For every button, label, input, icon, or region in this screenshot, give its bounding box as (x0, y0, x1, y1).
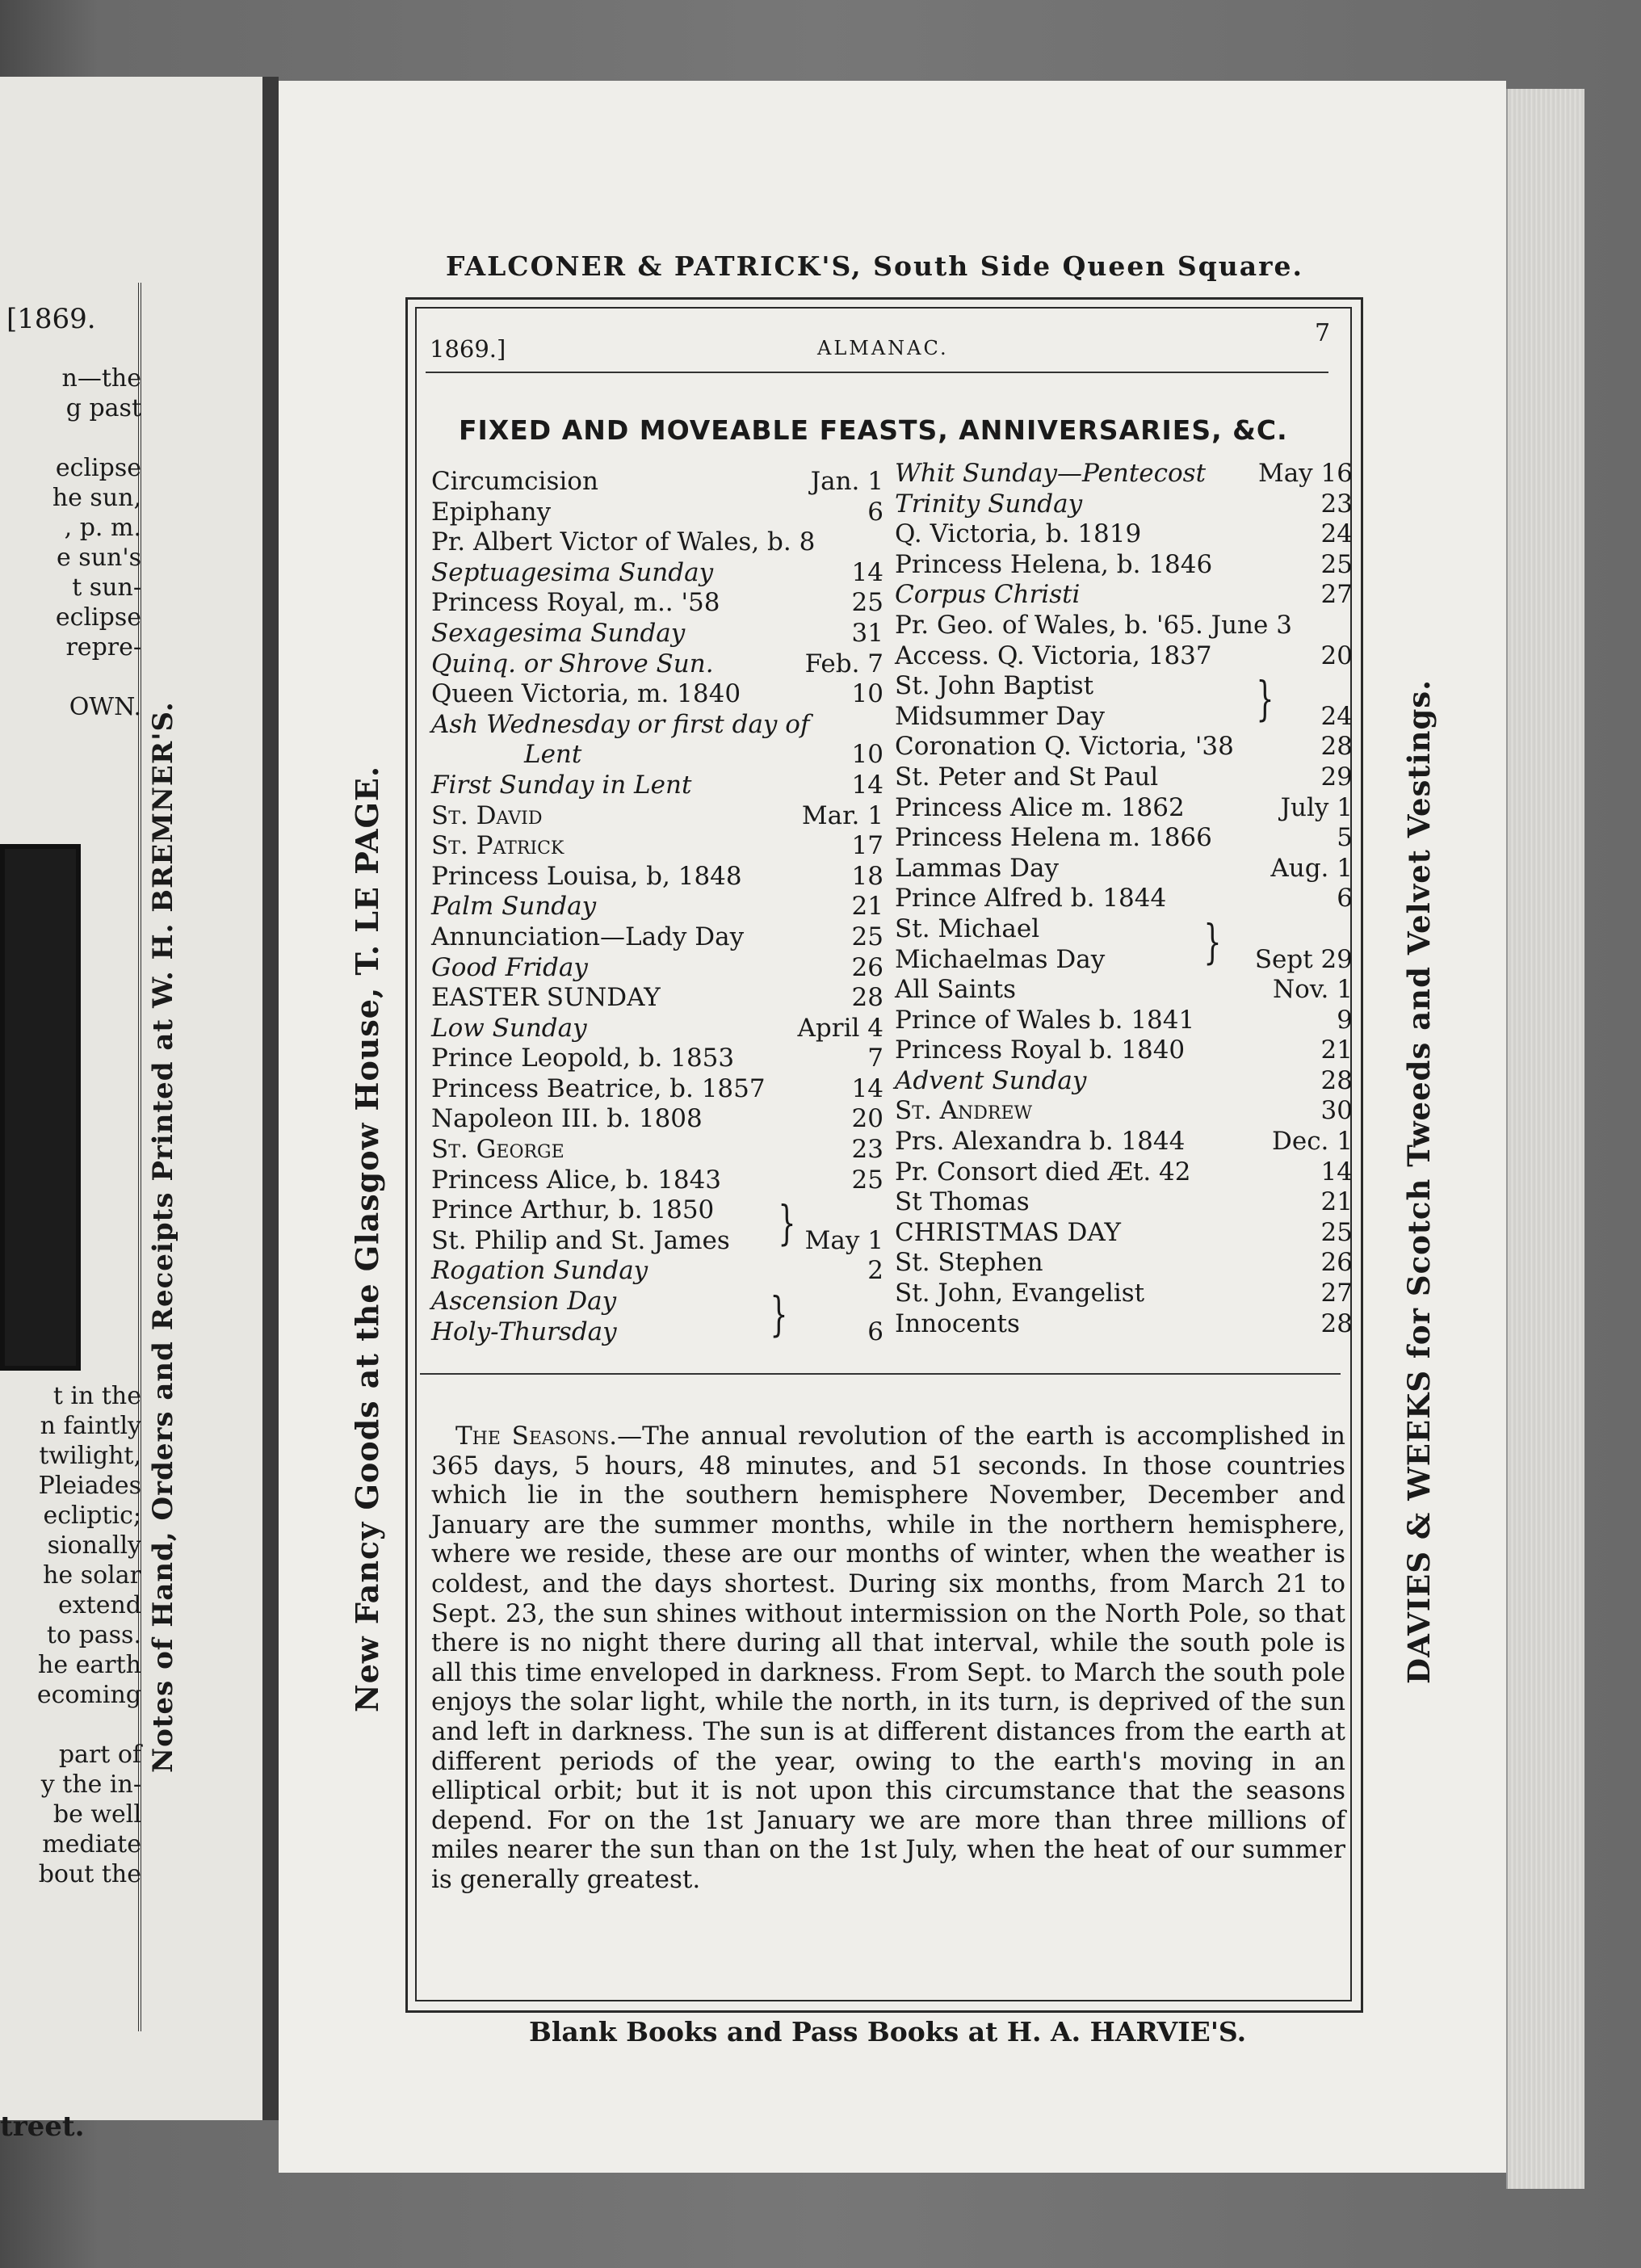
feast-name: Palm Sunday (431, 892, 597, 922)
feast-entry (895, 975, 1353, 1006)
feast-name: EASTER SUNDAY (431, 983, 661, 1013)
feast-entry (895, 945, 1353, 976)
feast-name: Lammas Day (895, 853, 1059, 883)
facing-page-line: y the in- (40, 1770, 141, 1799)
feast-name: Epiphany (431, 497, 552, 527)
facing-page-line: eclipse (55, 454, 141, 482)
feast-date: 18 (851, 861, 883, 891)
feast-entry (431, 1104, 883, 1135)
feast-entry (431, 1195, 883, 1226)
feasts-right-column (895, 459, 1353, 1339)
facing-page-line: e sun's (57, 544, 141, 572)
feast-entry (431, 1074, 883, 1105)
feast-date: 30 (1320, 1096, 1353, 1126)
feast-date: 31 (851, 618, 883, 648)
feast-date: May 1 (804, 1225, 883, 1255)
feast-entry (431, 1166, 883, 1196)
feast-name: Princess Alice m. 1862 (895, 792, 1185, 822)
feast-entry (431, 558, 883, 589)
feast-date: 6 (867, 1317, 883, 1346)
feast-entry (431, 710, 883, 741)
feast-date: 25 (851, 588, 883, 618)
feast-name: St. Patrick (431, 831, 564, 861)
feast-entry (431, 831, 883, 862)
feast-date: Sept 29 (1254, 944, 1353, 974)
feast-entry (895, 854, 1353, 884)
feast-name: Innocents (895, 1308, 1020, 1338)
feast-date: 14 (851, 770, 883, 800)
facing-page-line: repre- (65, 633, 141, 662)
feast-entry (431, 1044, 883, 1074)
feast-date: 29 (1320, 762, 1353, 792)
facing-page-illustration (0, 844, 81, 1371)
facing-page-line: he earth (38, 1651, 141, 1679)
feast-name: Queen Victoria, m. 1840 (431, 679, 741, 709)
feast-date: 23 (1320, 489, 1353, 519)
header-rule (426, 372, 1328, 373)
feast-entry (895, 1187, 1353, 1218)
feast-name: St. David (431, 800, 543, 830)
feast-date: 24 (1320, 519, 1353, 549)
feast-entry (431, 953, 883, 984)
feast-entry (895, 611, 1353, 641)
facing-page-line: sionally (47, 1531, 141, 1560)
grouping-brace: } (1203, 914, 1222, 969)
feast-entry (895, 702, 1353, 733)
feast-entry (895, 914, 1353, 945)
feast-entry (895, 1127, 1353, 1157)
feast-entry (431, 467, 883, 498)
feast-date: 21 (851, 892, 883, 922)
seasons-text: —The annual revolution of the earth is accomplished in 365 days, 5 hours, 48 minutes, and 51 seconds. In those countries which lie in the southern hemisphere November, December and January are the summer months, while in the northern hemisphere, where we reside, these are our months of winter, when the weather is coldest, and the days shortest. During six months, from March 21 to Sept. 23, the sun shines without intermission on the North Pole, so that there is no night there during all that interval, while the south pole is all this time enveloped in darkness. From Sept. to March the south pole enjoys the solar light, while the north, in its turn, is deprived of the sun and left in darkness. The sun is at different distances from the earth at different periods of the year, owing to the earth's moving in an elliptical orbit; but it is not upon this circumstance that the seasons depend. For on the 1st January we are more than three millions of miles nearer the sun than on the 1st July, when the heat of our summer is generally greatest. (431, 1422, 1346, 1894)
page-edges (1506, 89, 1584, 2189)
feast-entry (431, 588, 883, 619)
feast-entry (895, 1309, 1353, 1340)
feast-entry (431, 1287, 883, 1317)
feast-name: Advent Sunday (895, 1065, 1087, 1095)
feast-name: St. Philip and St. James (431, 1225, 730, 1255)
feast-name: Low Sunday (431, 1013, 587, 1043)
feast-name: Annunciation—Lady Day (431, 922, 745, 951)
feast-name: Princess Helena, b. 1846 (895, 549, 1213, 579)
feast-date: Dec. 1 (1272, 1127, 1353, 1157)
feast-date: 17 (851, 831, 883, 861)
feast-date: 10 (851, 679, 883, 709)
feast-name: Rogation Sunday (431, 1256, 648, 1286)
feast-name: St. George (431, 1135, 564, 1165)
feast-name: Napoleon III. b. 1808 (431, 1104, 703, 1134)
facing-page-line: , p. m. (64, 514, 141, 542)
facing-page-line: to pass. (46, 1621, 141, 1649)
feast-entry (895, 1035, 1353, 1066)
feast-date: Nov. 1 (1272, 975, 1353, 1005)
feast-date: 6 (1337, 884, 1353, 914)
feast-name: Septuagesima Sunday (431, 557, 714, 587)
facing-page-line: ecoming (36, 1681, 141, 1709)
feast-name: Sexagesima Sunday (431, 618, 686, 648)
feast-entry (895, 1248, 1353, 1279)
feast-date: 27 (1320, 580, 1353, 610)
feast-name: Q. Victoria, b. 1819 (895, 519, 1142, 549)
feast-entry (431, 740, 883, 771)
feast-entry (895, 762, 1353, 793)
feast-date: July 1 (1280, 792, 1353, 822)
feast-entry (431, 619, 883, 649)
feast-date: 27 (1320, 1279, 1353, 1308)
feast-date: 6 (867, 497, 883, 527)
facing-page-line: g past (65, 394, 141, 422)
seasons-lead: The Seasons. (455, 1422, 618, 1451)
feast-date: 28 (1320, 1065, 1353, 1095)
feast-name: Midsummer Day (895, 701, 1106, 731)
feast-name: Pr. Albert Victor of Wales, b. 8 (431, 527, 816, 557)
feast-name: Michaelmas Day (895, 944, 1106, 974)
feast-name: St. Stephen (895, 1248, 1043, 1278)
feast-date: 20 (1320, 640, 1353, 670)
feast-date: May 16 (1257, 459, 1353, 488)
page-number: 7 (1315, 319, 1331, 347)
feast-name: St. John Baptist (895, 671, 1094, 701)
running-head-title: ALMANAC. (817, 337, 949, 359)
feast-entry (431, 679, 883, 710)
facing-page-line: n faintly (40, 1412, 141, 1440)
feast-entry (431, 801, 883, 832)
feast-entry (895, 1218, 1353, 1249)
feast-date: 14 (851, 557, 883, 587)
facing-page-line: twilight, (39, 1442, 141, 1470)
grouping-brace: } (770, 1287, 788, 1342)
facing-page (0, 77, 262, 2143)
feast-name: Coronation Q. Victoria, '38 (895, 732, 1234, 762)
facing-page-footer: treet. (0, 2110, 85, 2143)
right-advertisement: DAVIES & WEEKS for Scotch Tweeds and Velvet Vestings. (1401, 678, 1437, 1684)
feasts-left-column (431, 467, 883, 1347)
feast-entry (431, 1135, 883, 1166)
feast-date: 26 (851, 952, 883, 982)
feast-name: First Sunday in Lent (431, 770, 692, 800)
top-advertisement: FALCONER & PATRICK'S, South Side Queen Square. (446, 250, 1303, 282)
feast-date: Jan. 1 (810, 467, 883, 496)
feast-entry (895, 732, 1353, 762)
feast-name: St Thomas (895, 1187, 1030, 1217)
feast-date: Mar. 1 (801, 800, 883, 830)
feast-date: 10 (851, 740, 883, 770)
feast-name: Ascension Day (431, 1287, 617, 1317)
facing-page-line: OWN. (69, 693, 141, 721)
feast-name: Circumcision (431, 467, 598, 496)
feast-name: Princess Louisa, b, 1848 (431, 861, 742, 891)
feast-entry (895, 550, 1353, 581)
feast-name: Prs. Alexandra b. 1844 (895, 1127, 1186, 1157)
feast-date: 25 (851, 922, 883, 951)
feast-date: 21 (1320, 1187, 1353, 1217)
feast-name: Ash Wednesday or first day of (431, 709, 810, 739)
feast-name: St. Michael (895, 914, 1040, 943)
facing-page-text-bottom (0, 1381, 141, 1889)
facing-page-line: t in the (52, 1382, 141, 1410)
feast-entry (431, 892, 883, 922)
feast-date: 5 (1337, 823, 1353, 853)
feast-date: 25 (851, 1165, 883, 1195)
feast-name: Holy-Thursday (431, 1317, 617, 1346)
feast-name: Princess Alice, b. 1843 (431, 1165, 722, 1195)
feast-name: Prince Leopold, b. 1853 (431, 1044, 735, 1073)
feast-name: Princess Royal b. 1840 (895, 1035, 1186, 1065)
feast-entry (431, 922, 883, 953)
feast-entry (431, 498, 883, 528)
feast-name: CHRISTMAS DAY (895, 1217, 1121, 1247)
facing-page-line: t sun- (72, 573, 141, 602)
book-gutter (262, 77, 279, 2120)
feast-name: Princess Royal, m.. '58 (431, 588, 720, 618)
facing-page-line: he solar (43, 1561, 141, 1590)
feast-date: 14 (1320, 1157, 1353, 1186)
feast-entry (895, 1066, 1353, 1097)
facing-page-line: Pleiades (38, 1472, 141, 1500)
feast-name: All Saints (895, 975, 1017, 1005)
facing-page-vertical-ad: Notes of Hand, Orders and Receipts Printed at W. H. BREMNER'S. (147, 701, 179, 1773)
facing-page-line (0, 423, 141, 453)
feast-entry (431, 1317, 883, 1348)
facing-page-line: he sun, (52, 484, 141, 512)
section-divider (420, 1373, 1341, 1375)
feast-entry (431, 649, 883, 680)
section-title: FIXED AND MOVEABLE FEASTS, ANNIVERSARIES, &C. (459, 414, 1288, 446)
feast-entry (895, 1157, 1353, 1188)
feast-entry (895, 459, 1353, 489)
feast-name: St. John, Evangelist (895, 1279, 1145, 1308)
feast-date: 14 (851, 1073, 883, 1103)
feast-name: St. Peter and St Paul (895, 762, 1159, 792)
left-advertisement: New Fancy Goods at the Glasgow House, T. LE PAGE. (349, 765, 385, 1712)
feast-name: Prince Arthur, b. 1850 (431, 1195, 715, 1225)
bottom-advertisement: Blank Books and Pass Books at H. A. HARVIE'S. (529, 2016, 1247, 2048)
feast-date: 21 (1320, 1035, 1353, 1065)
feast-name: Pr. Consort died Æt. 42 (895, 1157, 1191, 1186)
facing-page-line: eclipse (55, 603, 141, 632)
feast-entry (895, 580, 1353, 611)
feast-entry (895, 1006, 1353, 1036)
feast-date: 26 (1320, 1248, 1353, 1278)
feast-entry (431, 1256, 883, 1287)
feast-entry (895, 1279, 1353, 1309)
feast-name: Good Friday (431, 952, 588, 982)
feast-date: April 4 (797, 1013, 883, 1043)
feast-name: Trinity Sunday (895, 489, 1083, 519)
seasons-paragraph (431, 1422, 1345, 1895)
facing-page-line: part of (58, 1741, 141, 1769)
facing-page-line: bout the (38, 1860, 141, 1888)
grouping-brace: } (778, 1195, 796, 1251)
facing-page-line: n—the (61, 364, 141, 393)
feast-name: Princess Helena m. 1866 (895, 823, 1212, 853)
feast-name: Access. Q. Victoria, 1837 (895, 640, 1212, 670)
feast-entry (431, 983, 883, 1014)
feast-entry (895, 519, 1353, 550)
feast-date: 28 (851, 983, 883, 1013)
feast-name: St. Andrew (895, 1096, 1033, 1126)
feast-date: 23 (851, 1135, 883, 1165)
feast-name: Pr. Geo. of Wales, b. '65. June 3 (895, 610, 1292, 640)
facing-page-text-top (0, 363, 141, 722)
feast-entry (895, 793, 1353, 824)
feast-date: 24 (1320, 701, 1353, 731)
feast-entry (431, 527, 883, 558)
feast-date: 7 (867, 1044, 883, 1073)
feast-date: Feb. 7 (804, 649, 883, 678)
feast-date: Aug. 1 (1270, 853, 1353, 883)
facing-page-line (0, 1710, 141, 1740)
running-head-year: 1869.] (430, 335, 506, 363)
feast-entry (895, 823, 1353, 854)
facing-page-heading: [1869. (6, 303, 96, 335)
facing-page-line: be well (52, 1800, 141, 1829)
feast-entry (895, 884, 1353, 914)
feast-date: 20 (851, 1104, 883, 1134)
feast-name: Prince Alfred b. 1844 (895, 884, 1167, 914)
feast-entry (895, 1096, 1353, 1127)
feast-date: 25 (1320, 1217, 1353, 1247)
feast-name: Corpus Christi (895, 580, 1081, 610)
facing-page-line: extend (57, 1591, 141, 1619)
feast-date: 25 (1320, 549, 1353, 579)
feast-name: Lent (524, 740, 582, 770)
feast-entry (431, 771, 883, 801)
feast-name: Whit Sunday—Pentecost (895, 459, 1207, 488)
feast-entry (895, 641, 1353, 672)
feast-name: Princess Beatrice, b. 1857 (431, 1073, 766, 1103)
feast-entry (431, 862, 883, 892)
feast-entry (895, 489, 1353, 520)
facing-page-line: mediate (42, 1830, 141, 1858)
feast-name: Quinq. or Shrove Sun. (431, 649, 714, 678)
facing-page-line: ecliptic; (43, 1502, 141, 1530)
feast-date: 28 (1320, 1308, 1353, 1338)
feast-entry (895, 671, 1353, 702)
feast-date: 9 (1337, 1005, 1353, 1035)
facing-page-line (0, 662, 141, 692)
feast-name: Prince of Wales b. 1841 (895, 1005, 1195, 1035)
feast-date: 2 (867, 1256, 883, 1286)
feast-date: 28 (1320, 732, 1353, 762)
feast-entry (431, 1226, 883, 1257)
grouping-brace: } (1256, 671, 1274, 727)
feast-entry (431, 1014, 883, 1044)
